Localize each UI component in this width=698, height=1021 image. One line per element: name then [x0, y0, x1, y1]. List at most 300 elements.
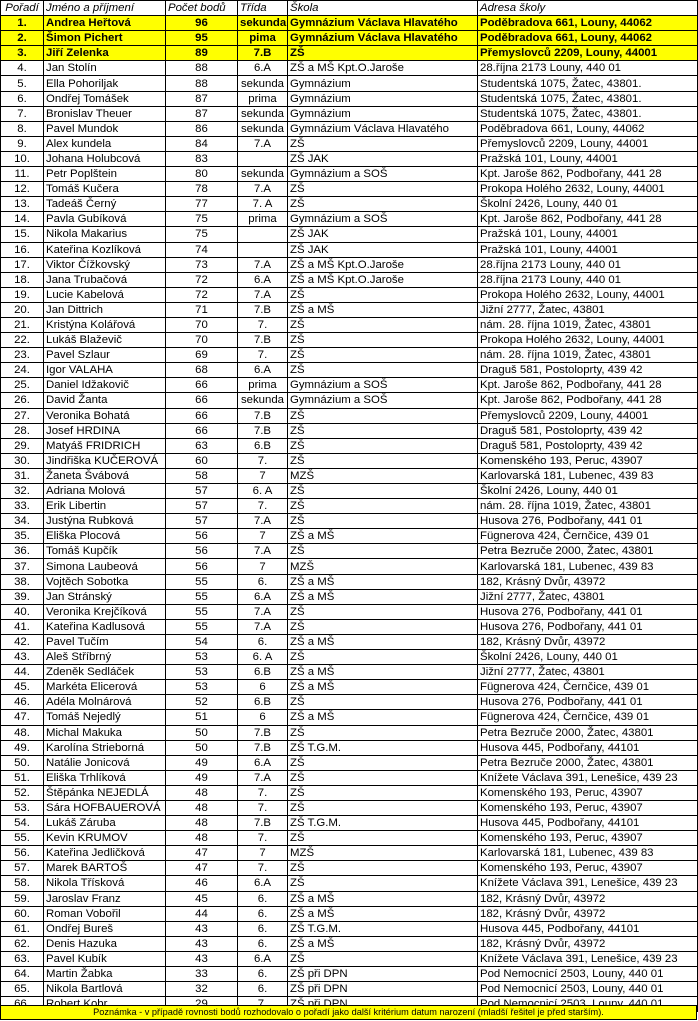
- cell-class: 6. A: [238, 484, 288, 499]
- cell-address: Přemyslovců 2209, Louny, 44001: [478, 408, 698, 423]
- cell-rank: 12.: [1, 182, 44, 197]
- cell-rank: 35.: [1, 529, 44, 544]
- table-row: [1, 710, 698, 725]
- cell-rank: 19.: [1, 287, 44, 302]
- table-row: [1, 740, 698, 755]
- table-row: [1, 182, 698, 197]
- cell-school: ZŠ: [288, 544, 478, 559]
- cell-class: [238, 242, 288, 257]
- cell-points: 48: [166, 785, 238, 800]
- cell-points: 71: [166, 302, 238, 317]
- table-row: [1, 559, 698, 574]
- table-row: [1, 876, 698, 891]
- cell-name: Petr Poplštein: [44, 167, 166, 182]
- cell-school: ZŠ: [288, 604, 478, 619]
- cell-rank: 43.: [1, 650, 44, 665]
- cell-rank: 56.: [1, 846, 44, 861]
- cell-rank: 33.: [1, 499, 44, 514]
- cell-name: Martin Žabka: [44, 967, 166, 982]
- cell-class: 7. A: [238, 197, 288, 212]
- cell-class: 7.A: [238, 619, 288, 634]
- cell-points: 43: [166, 921, 238, 936]
- cell-class: 6.A: [238, 951, 288, 966]
- cell-points: 32: [166, 982, 238, 997]
- cell-name: Ella Pohoriljak: [44, 76, 166, 91]
- cell-points: 78: [166, 182, 238, 197]
- cell-school: ZŠ: [288, 363, 478, 378]
- table-row: [1, 167, 698, 182]
- cell-name: Žaneta Švábová: [44, 468, 166, 483]
- cell-class: prima: [238, 378, 288, 393]
- cell-rank: 49.: [1, 740, 44, 755]
- cell-school: Gymnázium: [288, 76, 478, 91]
- cell-school: ZŠ: [288, 423, 478, 438]
- cell-address: Fügnerova 424, Černčice, 439 01: [478, 710, 698, 725]
- table-row: [1, 846, 698, 861]
- cell-name: Kateřina Jedličková: [44, 846, 166, 861]
- cell-rank: 2.: [1, 31, 44, 46]
- cell-rank: 20.: [1, 302, 44, 317]
- cell-rank: 5.: [1, 76, 44, 91]
- cell-points: 53: [166, 680, 238, 695]
- cell-class: sekunda: [238, 121, 288, 136]
- cell-class: 7.B: [238, 333, 288, 348]
- cell-rank: 22.: [1, 333, 44, 348]
- cell-points: 72: [166, 272, 238, 287]
- cell-name: Jan Dittrich: [44, 302, 166, 317]
- cell-name: Zdeněk Sedláček: [44, 665, 166, 680]
- cell-school: ZŠ a MŠ Kpt.O.Jaroše: [288, 61, 478, 76]
- cell-class: 7.A: [238, 257, 288, 272]
- cell-school: ZŠ a MŠ: [288, 891, 478, 906]
- cell-school: ZŠ: [288, 650, 478, 665]
- table-row: [1, 227, 698, 242]
- cell-school: ZŠ: [288, 951, 478, 966]
- cell-name: Marek BARTOŠ: [44, 861, 166, 876]
- cell-points: 43: [166, 951, 238, 966]
- cell-rank: 16.: [1, 242, 44, 257]
- cell-name: Kevin KRUMOV: [44, 831, 166, 846]
- cell-address: Pod Nemocnicí 2503, Louny, 440 01: [478, 967, 698, 982]
- cell-points: 60: [166, 453, 238, 468]
- cell-class: [238, 227, 288, 242]
- cell-school: MZŠ: [288, 559, 478, 574]
- cell-class: sekunda: [238, 76, 288, 91]
- cell-rank: 60.: [1, 906, 44, 921]
- cell-address: Studentská 1075, Žatec, 43801.: [478, 91, 698, 106]
- cell-address: Poděbradova 661, Louny, 44062: [478, 31, 698, 46]
- cell-name: Justýna Rubková: [44, 514, 166, 529]
- cell-rank: 34.: [1, 514, 44, 529]
- cell-school: ZŠ a MŠ: [288, 574, 478, 589]
- cell-points: 96: [166, 16, 238, 31]
- cell-name: David Žanta: [44, 393, 166, 408]
- cell-school: ZŠ: [288, 408, 478, 423]
- cell-address: Pražská 101, Louny, 44001: [478, 227, 698, 242]
- table-row: [1, 650, 698, 665]
- cell-school: ZŠ při DPN: [288, 967, 478, 982]
- cell-class: pima: [238, 31, 288, 46]
- cell-name: Šimon Pichert: [44, 31, 166, 46]
- cell-address: 28.října 2173 Louny, 440 01: [478, 257, 698, 272]
- cell-address: 182, Krásný Dvůr, 43972: [478, 936, 698, 951]
- cell-points: 75: [166, 227, 238, 242]
- cell-name: Igor VALAHA: [44, 363, 166, 378]
- cell-class: 7.A: [238, 544, 288, 559]
- cell-class: 7.B: [238, 816, 288, 831]
- cell-address: 182, Krásný Dvůr, 43972: [478, 906, 698, 921]
- cell-class: sekunda: [238, 393, 288, 408]
- cell-school: ZŠ a MŠ Kpt.O.Jaroše: [288, 257, 478, 272]
- cell-points: 70: [166, 333, 238, 348]
- cell-class: 6.A: [238, 61, 288, 76]
- cell-address: Husova 276, Podbořany, 441 01: [478, 604, 698, 619]
- cell-class: 7.: [238, 785, 288, 800]
- cell-rank: 40.: [1, 604, 44, 619]
- cell-school: ZŠ: [288, 619, 478, 634]
- cell-points: 88: [166, 76, 238, 91]
- cell-school: Gymnázium: [288, 106, 478, 121]
- cell-address: Draguš 581, Postoloprty, 439 42: [478, 423, 698, 438]
- cell-school: ZŠ JAK: [288, 227, 478, 242]
- cell-class: 7.: [238, 831, 288, 846]
- cell-address: Husova 276, Podbořany, 441 01: [478, 695, 698, 710]
- cell-class: 6.: [238, 967, 288, 982]
- table-row: [1, 136, 698, 151]
- cell-points: 87: [166, 91, 238, 106]
- cell-school: ZŠ: [288, 831, 478, 846]
- cell-points: 69: [166, 348, 238, 363]
- cell-points: 57: [166, 484, 238, 499]
- cell-name: Jan Stolín: [44, 61, 166, 76]
- cell-name: Tomáš Kupčík: [44, 544, 166, 559]
- cell-name: Matyáš FRIDRICH: [44, 438, 166, 453]
- header-row: [1, 1, 698, 16]
- cell-school: ZŠ při DPN: [288, 982, 478, 997]
- cell-class: 7.A: [238, 604, 288, 619]
- table-row: [1, 936, 698, 951]
- cell-address: Petra Bezruče 2000, Žatec, 43801: [478, 544, 698, 559]
- cell-name: Natálie Jonicová: [44, 755, 166, 770]
- table-row: [1, 499, 698, 514]
- cell-points: 56: [166, 544, 238, 559]
- cell-rank: 50.: [1, 755, 44, 770]
- cell-rank: 64.: [1, 967, 44, 982]
- footnote: Poznámka - v případě rovnosti bodů rozhodovalo o pořadí jako další kritérium datum narození (mladší řešitel je před starším).: [0, 1005, 697, 1020]
- cell-name: Roman Vobořil: [44, 906, 166, 921]
- cell-school: ZŠ: [288, 136, 478, 151]
- cell-points: 58: [166, 468, 238, 483]
- cell-rank: 26.: [1, 393, 44, 408]
- table-row: [1, 106, 698, 121]
- cell-points: 83: [166, 151, 238, 166]
- cell-address: Petra Bezruče 2000, Žatec, 43801: [478, 725, 698, 740]
- cell-rank: 38.: [1, 574, 44, 589]
- cell-school: ZŠ: [288, 725, 478, 740]
- cell-name: Jindřiška KUČEROVÁ: [44, 453, 166, 468]
- cell-class: 6.: [238, 891, 288, 906]
- header-rank: Pořadí: [1, 1, 44, 16]
- cell-points: 55: [166, 604, 238, 619]
- cell-address: Draguš 581, Postoloprty, 439 42: [478, 363, 698, 378]
- cell-name: Bronislav Theuer: [44, 106, 166, 121]
- table-row: [1, 76, 698, 91]
- cell-class: 7.B: [238, 740, 288, 755]
- table-row: [1, 287, 698, 302]
- cell-rank: 65.: [1, 982, 44, 997]
- cell-school: ZŠ a MŠ: [288, 936, 478, 951]
- cell-name: Tomáš Kučera: [44, 182, 166, 197]
- cell-address: Fügnerova 424, Černčice, 439 01: [478, 680, 698, 695]
- cell-points: 48: [166, 831, 238, 846]
- cell-address: Knížete Václava 391, Lenešice, 439 23: [478, 770, 698, 785]
- cell-school: ZŠ T.G.M.: [288, 740, 478, 755]
- cell-class: 6.: [238, 634, 288, 649]
- table-row: [1, 921, 698, 936]
- cell-class: 7.: [238, 800, 288, 815]
- table-row: [1, 197, 698, 212]
- cell-school: ZŠ: [288, 499, 478, 514]
- cell-address: Prokopa Holého 2632, Louny, 44001: [478, 333, 698, 348]
- cell-school: ZŠ a MŠ: [288, 529, 478, 544]
- cell-school: ZŠ: [288, 453, 478, 468]
- cell-rank: 24.: [1, 363, 44, 378]
- table-row: [1, 725, 698, 740]
- cell-rank: 28.: [1, 423, 44, 438]
- cell-class: 7.A: [238, 136, 288, 151]
- cell-points: 66: [166, 378, 238, 393]
- cell-name: Lukáš Blaževič: [44, 333, 166, 348]
- table-row: [1, 785, 698, 800]
- cell-points: 55: [166, 574, 238, 589]
- cell-points: 44: [166, 906, 238, 921]
- cell-class: 7.B: [238, 423, 288, 438]
- cell-address: Husova 445, Podbořany, 44101: [478, 740, 698, 755]
- cell-points: 55: [166, 619, 238, 634]
- cell-name: Pavla Gubíková: [44, 212, 166, 227]
- cell-class: 7: [238, 559, 288, 574]
- cell-name: Markéta Elicerová: [44, 680, 166, 695]
- cell-address: Přemyslovců 2209, Louny, 44001: [478, 46, 698, 61]
- cell-address: Prokopa Holého 2632, Louny, 44001: [478, 182, 698, 197]
- cell-school: ZŠ JAK: [288, 242, 478, 257]
- cell-class: 7.B: [238, 302, 288, 317]
- table-row: [1, 363, 698, 378]
- cell-address: Kpt. Jaroše 862, Podbořany, 441 28: [478, 212, 698, 227]
- cell-class: sekunda: [238, 167, 288, 182]
- table-row: [1, 393, 698, 408]
- cell-school: ZŠ: [288, 438, 478, 453]
- cell-points: 56: [166, 559, 238, 574]
- cell-points: 49: [166, 770, 238, 785]
- cell-points: 77: [166, 197, 238, 212]
- table-row: [1, 770, 698, 785]
- cell-class: 6.A: [238, 272, 288, 287]
- cell-address: Poděbradova 661, Louny, 44062: [478, 121, 698, 136]
- cell-points: 50: [166, 740, 238, 755]
- cell-name: Jan Stránský: [44, 589, 166, 604]
- cell-points: 74: [166, 242, 238, 257]
- cell-class: 6: [238, 680, 288, 695]
- cell-class: 6.: [238, 906, 288, 921]
- cell-address: Draguš 581, Postoloprty, 439 42: [478, 438, 698, 453]
- cell-address: Kpt. Jaroše 862, Podbořany, 441 28: [478, 393, 698, 408]
- cell-name: Pavel Szlaur: [44, 348, 166, 363]
- cell-address: Karlovarská 181, Lubenec, 439 83: [478, 468, 698, 483]
- cell-rank: 1.: [1, 16, 44, 31]
- cell-name: Nikola Makarius: [44, 227, 166, 242]
- table-row: [1, 61, 698, 76]
- cell-address: Studentská 1075, Žatec, 43801.: [478, 76, 698, 91]
- cell-address: Karlovarská 181, Lubenec, 439 83: [478, 559, 698, 574]
- cell-address: Studentská 1075, Žatec, 43801.: [478, 106, 698, 121]
- cell-address: Pražská 101, Louny, 44001: [478, 151, 698, 166]
- cell-name: Sára HOFBAUEROVÁ: [44, 800, 166, 815]
- cell-class: prima: [238, 212, 288, 227]
- table-row: [1, 619, 698, 634]
- cell-rank: 44.: [1, 665, 44, 680]
- table-row: [1, 906, 698, 921]
- cell-points: 48: [166, 816, 238, 831]
- results-body: [1, 16, 698, 1012]
- cell-address: Petra Bezruče 2000, Žatec, 43801: [478, 755, 698, 770]
- cell-name: Andrea Heřtová: [44, 16, 166, 31]
- cell-school: ZŠ: [288, 484, 478, 499]
- cell-name: Kristýna Kolářová: [44, 317, 166, 332]
- cell-rank: 39.: [1, 589, 44, 604]
- cell-points: 56: [166, 529, 238, 544]
- cell-address: Komenského 193, Peruc, 43907: [478, 800, 698, 815]
- table-row: [1, 861, 698, 876]
- cell-school: ZŠ: [288, 861, 478, 876]
- cell-class: 7: [238, 846, 288, 861]
- table-row: [1, 529, 698, 544]
- cell-class: 6.A: [238, 755, 288, 770]
- cell-school: ZŠ: [288, 317, 478, 332]
- cell-points: 66: [166, 423, 238, 438]
- cell-address: Komenského 193, Peruc, 43907: [478, 453, 698, 468]
- cell-address: Jižní 2777, Žatec, 43801: [478, 302, 698, 317]
- cell-name: Nikola Třísková: [44, 876, 166, 891]
- cell-school: Gymnázium a SOŠ: [288, 212, 478, 227]
- cell-points: 52: [166, 695, 238, 710]
- cell-school: ZŠ: [288, 46, 478, 61]
- cell-rank: 42.: [1, 634, 44, 649]
- cell-class: 6.A: [238, 363, 288, 378]
- cell-school: ZŠ a MŠ: [288, 680, 478, 695]
- header-school: Škola: [288, 1, 478, 16]
- cell-name: Lukáš Záruba: [44, 816, 166, 831]
- cell-rank: 59.: [1, 891, 44, 906]
- cell-name: Pavel Kubík: [44, 951, 166, 966]
- cell-name: Daniel Idžakovič: [44, 378, 166, 393]
- table-row: [1, 46, 698, 61]
- cell-rank: 17.: [1, 257, 44, 272]
- cell-name: Pavel Tučím: [44, 634, 166, 649]
- cell-rank: 55.: [1, 831, 44, 846]
- cell-name: Jana Trubačová: [44, 272, 166, 287]
- cell-points: 88: [166, 61, 238, 76]
- cell-rank: 11.: [1, 167, 44, 182]
- cell-name: Erik Libertin: [44, 499, 166, 514]
- cell-class: 6.: [238, 936, 288, 951]
- cell-points: 89: [166, 46, 238, 61]
- cell-points: 68: [166, 363, 238, 378]
- cell-class: 7.: [238, 317, 288, 332]
- cell-rank: 14.: [1, 212, 44, 227]
- cell-points: 80: [166, 167, 238, 182]
- cell-address: Přemyslovců 2209, Louny, 44001: [478, 136, 698, 151]
- cell-school: MZŠ: [288, 468, 478, 483]
- table-row: [1, 212, 698, 227]
- cell-class: 6.: [238, 921, 288, 936]
- table-row: [1, 967, 698, 982]
- table-row: [1, 16, 698, 31]
- cell-rank: 57.: [1, 861, 44, 876]
- cell-name: Veronika Krejčíková: [44, 604, 166, 619]
- header-points: Počet bodů: [166, 1, 238, 16]
- cell-school: ZŠ: [288, 770, 478, 785]
- cell-rank: 53.: [1, 800, 44, 815]
- cell-points: 50: [166, 725, 238, 740]
- table-row: [1, 589, 698, 604]
- cell-class: 6.: [238, 574, 288, 589]
- cell-address: Husova 276, Podbořany, 441 01: [478, 514, 698, 529]
- cell-name: Michal Makuka: [44, 725, 166, 740]
- cell-name: Jaroslav Franz: [44, 891, 166, 906]
- cell-address: Poděbradova 661, Louny, 44062: [478, 16, 698, 31]
- cell-name: Alex kundela: [44, 136, 166, 151]
- cell-address: 28.října 2173 Louny, 440 01: [478, 61, 698, 76]
- cell-rank: 18.: [1, 272, 44, 287]
- cell-rank: 27.: [1, 408, 44, 423]
- cell-rank: 30.: [1, 453, 44, 468]
- table-row: [1, 604, 698, 619]
- cell-rank: 31.: [1, 468, 44, 483]
- cell-name: Lucie Kabelová: [44, 287, 166, 302]
- cell-address: Husova 445, Podbořany, 44101: [478, 816, 698, 831]
- cell-points: 47: [166, 861, 238, 876]
- cell-class: 6.B: [238, 438, 288, 453]
- cell-address: Kpt. Jaroše 862, Podbořany, 441 28: [478, 378, 698, 393]
- cell-name: Tadeáš Černý: [44, 197, 166, 212]
- cell-rank: 29.: [1, 438, 44, 453]
- table-row: [1, 484, 698, 499]
- table-row: [1, 816, 698, 831]
- cell-address: Knížete Václava 391, Lenešice, 439 23: [478, 951, 698, 966]
- cell-address: Karlovarská 181, Lubenec, 439 83: [478, 846, 698, 861]
- cell-rank: 61.: [1, 921, 44, 936]
- cell-address: Komenského 193, Peruc, 43907: [478, 785, 698, 800]
- cell-school: ZŠ: [288, 333, 478, 348]
- table-row: [1, 272, 698, 287]
- cell-address: Fügnerova 424, Černčice, 439 01: [478, 529, 698, 544]
- cell-school: ZŠ: [288, 755, 478, 770]
- cell-rank: 32.: [1, 484, 44, 499]
- table-row: [1, 574, 698, 589]
- cell-class: 6. A: [238, 650, 288, 665]
- cell-name: Karolína Strieborná: [44, 740, 166, 755]
- cell-school: Gymnázium Václava Hlavatého: [288, 31, 478, 46]
- cell-rank: 3.: [1, 46, 44, 61]
- table-row: [1, 438, 698, 453]
- cell-class: 6.: [238, 982, 288, 997]
- table-row: [1, 151, 698, 166]
- table-row: [1, 951, 698, 966]
- header-class: Třída: [238, 1, 288, 16]
- cell-points: 66: [166, 408, 238, 423]
- table-row: [1, 695, 698, 710]
